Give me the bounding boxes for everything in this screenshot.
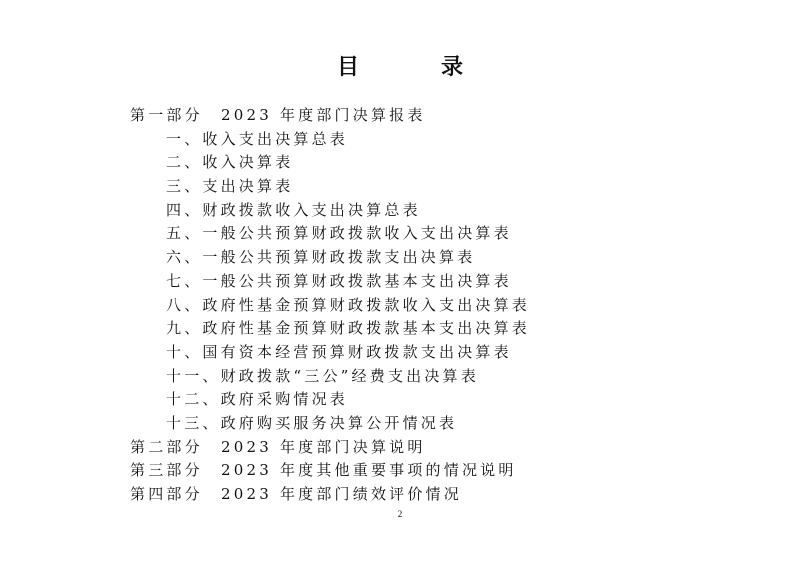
toc-part-entry[interactable]: 第四部分 2023 年度部门绩效评价情况: [130, 485, 462, 503]
toc-subentry[interactable]: 二、收入决算表: [166, 153, 294, 172]
toc-subentry[interactable]: 十三、政府购买服务决算公开情况表: [166, 413, 458, 432]
toc-part-entry[interactable]: 第一部分 2023 年度部门决算报表: [130, 106, 426, 124]
page-number: 2: [397, 509, 403, 519]
toc-subentry[interactable]: 九、政府性基金预算财政拨款基本支出决算表: [166, 319, 531, 338]
toc-subentry[interactable]: 八、政府性基金预算财政拨款收入支出决算表: [166, 295, 531, 314]
toc-subentry[interactable]: 十二、政府采购情况表: [166, 390, 349, 409]
table-of-contents: [130, 104, 750, 507]
toc-subentry[interactable]: 五、一般公共预算财政拨款收入支出决算表: [166, 224, 512, 243]
toc-part-entry[interactable]: 第三部分 2023 年度其他重要事项的情况说明: [130, 461, 517, 480]
toc-subentry[interactable]: 四、财政拨款收入支出决算总表: [166, 200, 421, 219]
toc-subentry[interactable]: 七、一般公共预算财政拨款基本支出决算表: [166, 271, 512, 290]
toc-title: 目 录: [336, 54, 493, 80]
toc-part-entry[interactable]: 第二部分 2023 年度部门决算说明: [130, 437, 426, 456]
toc-subentry[interactable]: 十一、财政拨款“三公”经费支出决算表: [166, 366, 479, 385]
toc-subentry[interactable]: 三、支出决算表: [166, 177, 294, 196]
toc-subentry[interactable]: 六、一般公共预算财政拨款支出决算表: [166, 248, 476, 267]
toc-subentry[interactable]: 一、收入支出决算总表: [166, 129, 349, 148]
toc-subentry[interactable]: 十、国有资本经营预算财政拨款支出决算表: [166, 342, 512, 361]
